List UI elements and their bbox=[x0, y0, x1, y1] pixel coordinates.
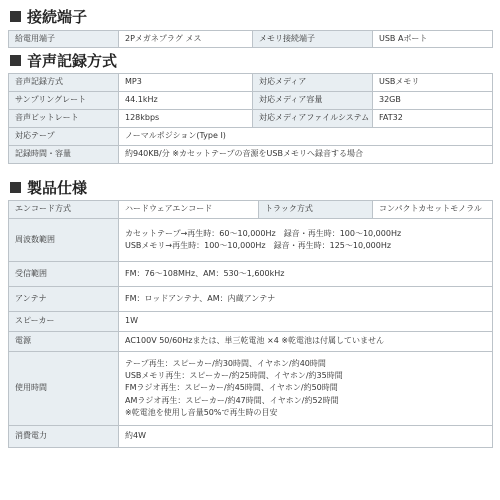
row-label: スピーカー bbox=[9, 312, 119, 332]
row-value: 約4W bbox=[119, 426, 493, 448]
row-value bbox=[119, 219, 493, 262]
section-heading bbox=[8, 5, 492, 27]
row-label: 対応メディア容量 bbox=[253, 92, 373, 110]
row-value: 128kbps bbox=[119, 110, 253, 128]
table-row bbox=[9, 219, 493, 262]
heading-square-icon bbox=[10, 55, 21, 66]
value-line: ※乾電池を使用し音量50%で再生時の目安 bbox=[125, 407, 278, 417]
row-value: FAT32 bbox=[373, 110, 493, 128]
table-row bbox=[9, 146, 493, 164]
row-value: FM：ロッドアンテナ、AM：内蔵アンテナ bbox=[119, 287, 493, 312]
table-row bbox=[9, 31, 493, 48]
heading-square-icon bbox=[10, 11, 21, 22]
row-value: AC100V 50/60Hzまたは、単三乾電池 ×4 ※乾電池は付属していません bbox=[119, 332, 493, 352]
row-label: 消費電力 bbox=[9, 426, 119, 448]
connectors-table bbox=[8, 30, 493, 48]
value-line: テープ再生：スピーカー/約30時間、イヤホン/約40時間 bbox=[125, 358, 326, 368]
section-title: 製品仕様 bbox=[27, 178, 88, 197]
row-label: 給電用端子 bbox=[9, 31, 119, 48]
table-row bbox=[9, 110, 493, 128]
row-label: 対応メディア bbox=[253, 74, 373, 92]
value-line: カセットテープ→再生時：60～10,000Hz 録音・再生時：100～10,000Hz bbox=[125, 228, 402, 238]
row-label: 電源 bbox=[9, 332, 119, 352]
table-row bbox=[9, 426, 493, 448]
row-value: ハードウェアエンコード bbox=[119, 201, 259, 219]
section-heading bbox=[8, 176, 492, 198]
table-row bbox=[9, 352, 493, 426]
table-row bbox=[9, 74, 493, 92]
row-value: 1W bbox=[119, 312, 493, 332]
row-label: メモリ接続端子 bbox=[253, 31, 373, 48]
row-label: 周波数範囲 bbox=[9, 219, 119, 262]
value-line: AMラジオ再生：スピーカー/約47時間、イヤホン/約52時間 bbox=[125, 395, 339, 405]
row-value: 44.1kHz bbox=[119, 92, 253, 110]
section-title: 接続端子 bbox=[27, 7, 88, 26]
product-specs-table bbox=[8, 200, 493, 448]
row-label: 対応テープ bbox=[9, 128, 119, 146]
row-value: ノーマルポジション(Type I) bbox=[119, 128, 493, 146]
row-value: 約940KB/分 ※カセットテープの音源をUSBメモリへ録音する場合 bbox=[119, 146, 493, 164]
section-product-specs bbox=[8, 176, 492, 448]
row-value: USBメモリ bbox=[373, 74, 493, 92]
table-row bbox=[9, 201, 493, 219]
section-audio-recording bbox=[8, 49, 492, 164]
row-value: USB Aポート bbox=[373, 31, 493, 48]
row-value: コンパクトカセットモノラル bbox=[373, 201, 493, 219]
table-row bbox=[9, 287, 493, 312]
row-label: 使用時間 bbox=[9, 352, 119, 426]
table-row bbox=[9, 128, 493, 146]
row-value: 2Pメガネプラグ メス bbox=[119, 31, 253, 48]
table-row bbox=[9, 262, 493, 287]
row-label: サンプリングレート bbox=[9, 92, 119, 110]
section-title: 音声記録方式 bbox=[27, 51, 118, 70]
row-value: FM：76～108MHz、AM：530～1,600kHz bbox=[119, 262, 493, 287]
row-label: 音声ビットレート bbox=[9, 110, 119, 128]
section-connectors bbox=[8, 5, 492, 48]
row-label: 受信範囲 bbox=[9, 262, 119, 287]
row-label: 音声記録方式 bbox=[9, 74, 119, 92]
table-row bbox=[9, 92, 493, 110]
row-label: アンテナ bbox=[9, 287, 119, 312]
audio-recording-table bbox=[8, 73, 493, 164]
row-value: 32GB bbox=[373, 92, 493, 110]
row-value: MP3 bbox=[119, 74, 253, 92]
value-line: FMラジオ再生：スピーカー/約45時間、イヤホン/約50時間 bbox=[125, 383, 338, 393]
row-label: 記録時間・容量 bbox=[9, 146, 119, 164]
row-value bbox=[119, 352, 493, 426]
section-heading bbox=[8, 49, 492, 71]
value-line: USBメモリ→再生時：100～10,000Hz 録音・再生時：125～10,000Hz bbox=[125, 241, 392, 250]
row-label: トラック方式 bbox=[259, 201, 373, 219]
value-line: USBメモリ再生：スピーカー/約25時間、イヤホン/約35時間 bbox=[125, 371, 343, 381]
table-row bbox=[9, 332, 493, 352]
row-label: 対応メディアファイルシステム bbox=[253, 110, 373, 128]
row-label: エンコード方式 bbox=[9, 201, 119, 219]
heading-square-icon bbox=[10, 182, 21, 193]
table-row bbox=[9, 312, 493, 332]
